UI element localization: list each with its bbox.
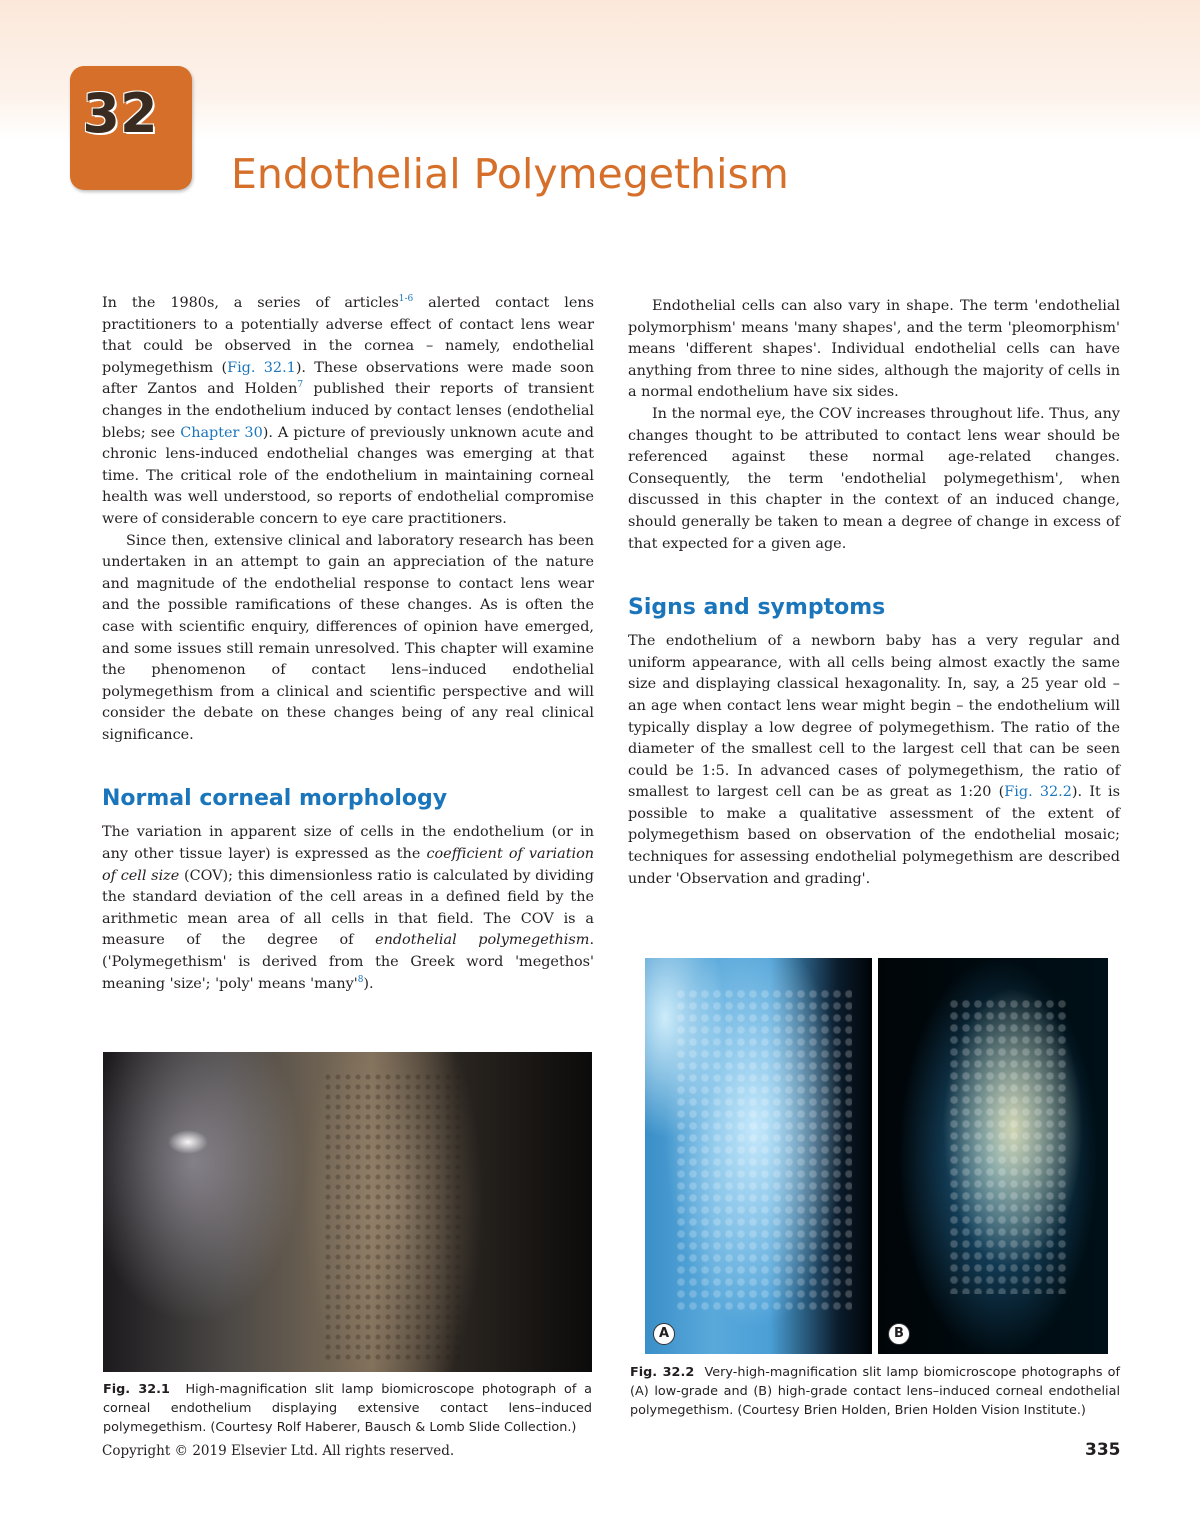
figure-link[interactable]: Fig. 32.2 [1004, 784, 1072, 801]
endothelial-mosaic-texture [948, 998, 1068, 1294]
right-column [628, 296, 1120, 890]
figure-label: Fig. 32.2 [630, 1365, 695, 1380]
left-column [102, 293, 594, 995]
page-number: 335 [1085, 1440, 1121, 1460]
chapter-link[interactable]: Chapter 30 [180, 424, 263, 441]
copyright-notice: Copyright © 2019 Elsevier Ltd. All rights reserved. [102, 1443, 455, 1459]
panel-label-b: B [888, 1323, 910, 1345]
endothelial-mosaic-texture [675, 988, 852, 1314]
figure-32-2-caption: Fig. 32.2 Very-high-magnification slit lamp biomicroscope photographs of (A) low-grade and (B) high-grade contact lens–induced corneal endothelial polymegethism. (Courtesy Brien Holden, Brien Holden Vision Institute.) [630, 1365, 1121, 1418]
signs-paragraph: The endothelium of a newborn baby has a very regular and uniform appearance, with all cells being almost exactly the same size and displaying classical hexagonality. In, say, a 25 year old – an age when contact lens wear might begin – the endothelium will typically display a low degree of polymegethism. The ratio of the diameter of the smallest cell to the largest cell that can be seen could be 1:5. In advanced cases of polymegethism, the ratio of smallest to largest cell can be as great as 1:20 (Fig. 32.2). It is possible to make a qualitative assessment of the extent of polymegethism based on observation of the endothelial mosaic; techniques for assessing endothelial polymegethism are described under 'Observation and grading'. [628, 633, 1120, 887]
figure-label: Fig. 32.1 [103, 1382, 170, 1397]
reference-superscript[interactable]: 7 [297, 380, 304, 391]
chapter-number: 32 [82, 82, 158, 145]
normal-morphology-paragraph: The variation in apparent size of cells in the endothelium (or in any other tissue layer) is expressed as the coefficient of variation of cell size (COV); this dimensionless ratio is calculated by dividing the standard deviation of the cell areas in a defined field by the arithmetic mean area of all cells in that field. The COV is a measure of the degree of endothelial polymegethism. ('Polymegethism' is derived from the Greek word 'megethos' meaning 'size'; 'poly' means '$many'^8$). [102, 824, 595, 992]
figure-link[interactable]: Fig. 32.1 [227, 359, 296, 376]
figure-32-2-panel-b-photo [878, 958, 1108, 1354]
reference-superscript[interactable]: 8 [357, 974, 364, 985]
intro-paragraph-1: In the 1980s, a series of articles$^{1-6}$ alerted contact lens practitioners to a potentially adverse effect of contact lens wear that could be observed in the cornea – namely, endothelial polymegethism (Fig. 32.1). These observations were made soon after Zantos and Holden$^7$ published their reports of transient changes in the endothelium induced by contact lenses (endothelial blebs; see Chapter 30). A picture of previously unknown acute and chronic lens-induced endothelial changes was emerging at that time. The critical role of the endothelium in maintaining corneal health was well understood, so reports of endothelial compromise were of considerable concern to eye care practitioners. [102, 294, 595, 527]
cov-paragraph: In the normal eye, the COV increases throughout life. Thus, any changes thought to be attributed to contact lens wear should be referenced against these normal age-related changes. Consequently, the term 'endothelial polymegethism', when discussed in this chapter in the context of an induced change, should generally be taken to mean a degree of change in excess of that expected for a given age. [628, 405, 1120, 552]
section-heading-normal-corneal-morphology: Normal corneal morphology [102, 786, 448, 812]
figure-32-2-panel-a-photo [645, 958, 872, 1354]
figure-32-1-caption: Fig. 32.1 High-magnification slit lamp biomicroscope photograph of a corneal endothelium displaying extensive contact lens–induced polymegethism. (Courtesy Rolf Haberer, Bausch & Lomb Slide Collection.) [103, 1382, 592, 1435]
section-heading-signs-and-symptoms: Signs and symptoms [628, 595, 886, 621]
chapter-title: Endothelial Polymegethism [231, 150, 789, 198]
endothelial-mosaic-texture [323, 1072, 463, 1362]
shape-paragraph: Endothelial cells can also vary in shape. The term 'endothelial polymorphism' means 'many shapes', and the term 'pleomorphism' means 'different shapes'. Individual endothelial cells can have anything from three to nine sides, although the majority of cells in a normal endothelium have six sides. [628, 298, 1120, 401]
panel-label-a: A [653, 1323, 675, 1345]
intro-paragraph-2: Since then, extensive clinical and laboratory research has been undertaken in an attempt to gain an appreciation of the nature and magnitude of the endothelial response to contact lens wear and the possible ramifications of these changes. As is often the case with scientific enquiry, differences of opinion have emerged, and some issues still remain unresolved. This chapter will examine the phenomenon of contact lens–induced endothelial polymegethism from a clinical and scientific perspective and will consider the debate on these changes being of any real clinical significance. [102, 532, 594, 743]
chapter-number-badge [70, 66, 192, 190]
reference-superscript[interactable]: 1-6 [398, 294, 414, 305]
figure-32-1-photo [103, 1052, 592, 1372]
